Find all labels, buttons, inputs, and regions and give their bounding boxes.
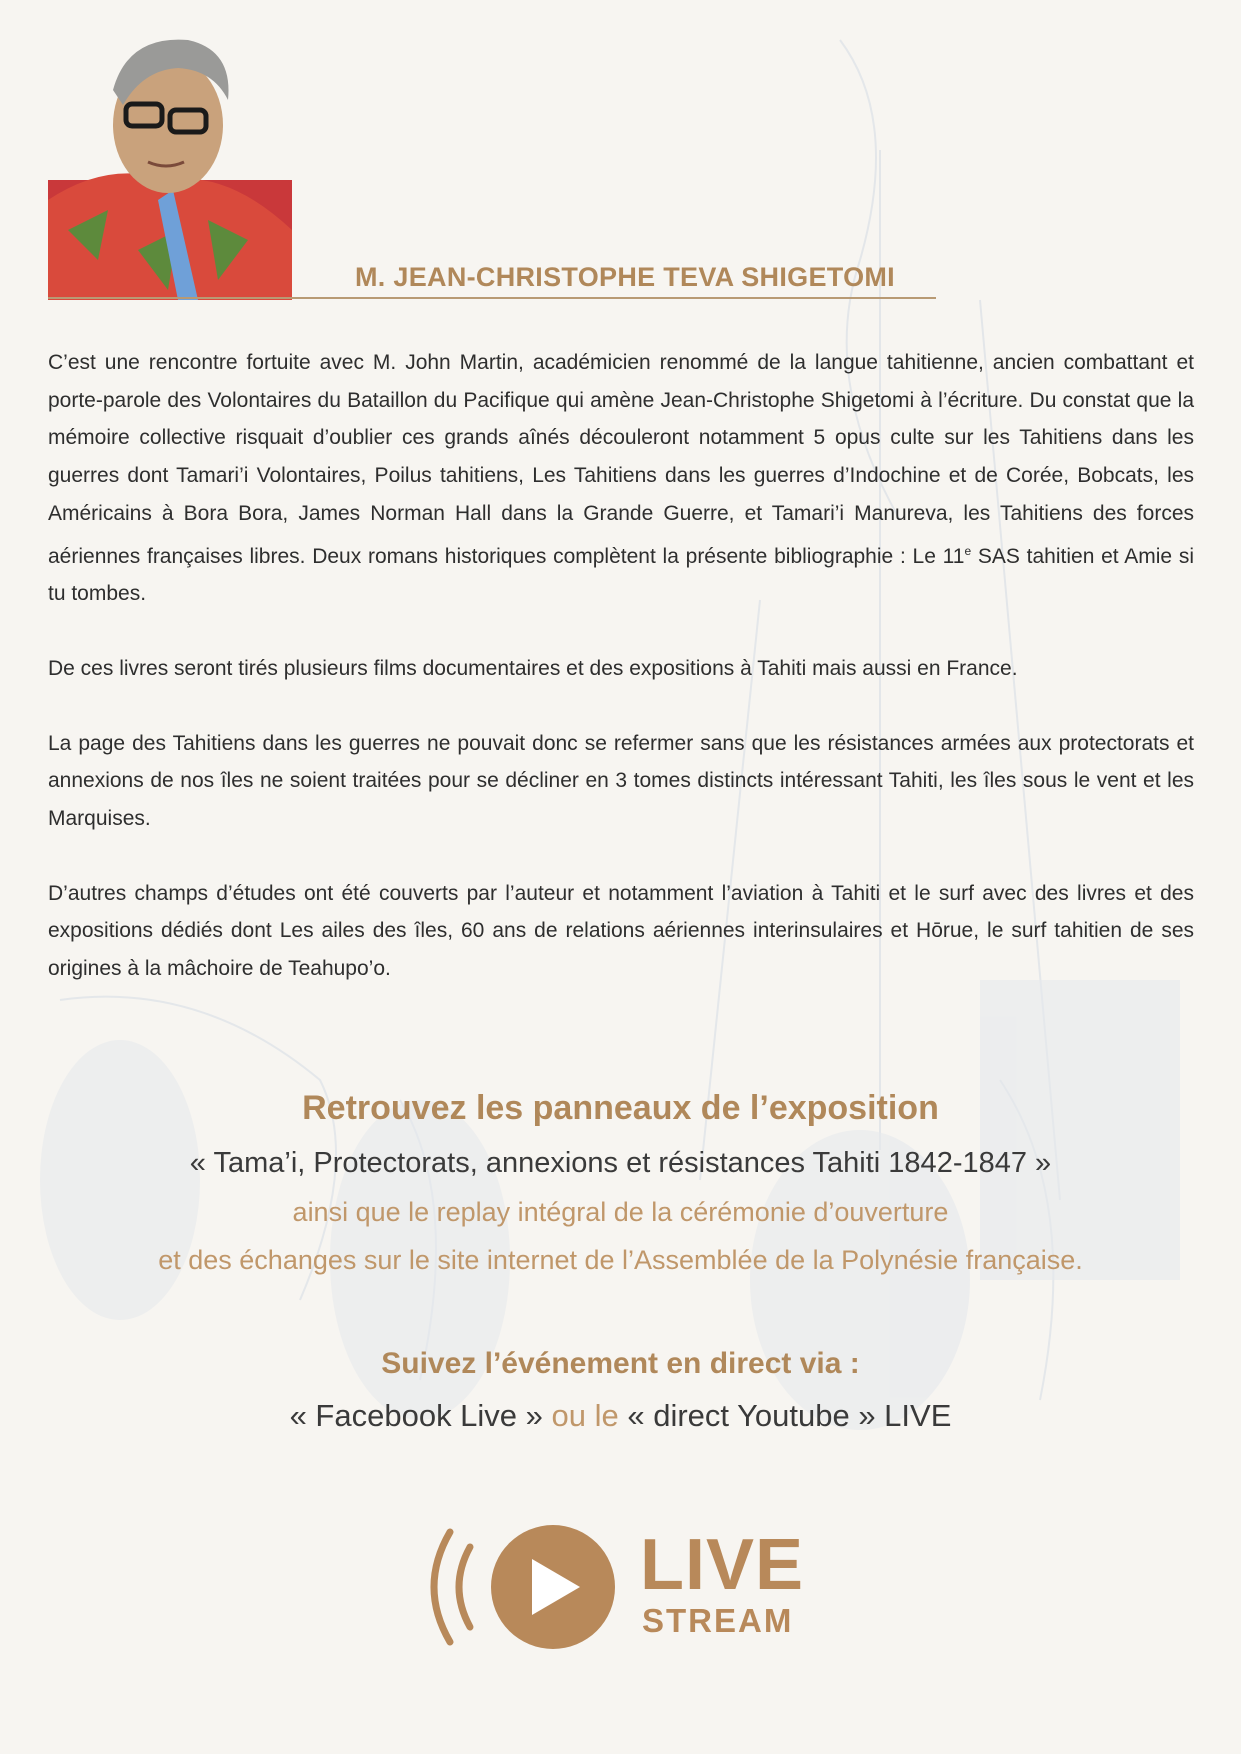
live-stream-wordmark [640, 1527, 804, 1639]
bio-text: SAS tahitien et Amie si tu tombes. [48, 544, 1194, 606]
connector-text: ou le [542, 1398, 628, 1433]
bio-text: C’est une rencontre fortuite avec M. John Martin, académicien renommé de la langue tahitienne, ancien combattant et porte-parole des Volontaires du Bataillon du Pacifique qui amène Jean-Christophe Shigetomi à l’écriture. Du constat que la mémoire collective risquait d’oublier ces grands aînés découleront notamment 5 opus culte sur les Tahitiens dans les guerres dont Tamari’i Volontaires, Poilus tahitiens, Les Tahitiens dans les guerres d’Indochine et de Corée, Bobcats, les Américains à Bora Bora, James Norman Hall dans la Grande Guerre, et Tamari’i Manureva, les Tahitiens des forces aériennes françaises libres. Deux romans historiques complètent la présente bibliographie : Le 11 [48, 351, 1194, 568]
bio-paragraph-3: La page des Tahitiens dans les guerres ne pouvait donc se refermer sans que les résistances armées aux protectorats et annexions de nos îles ne soient traitées pour se décliner en 3 tomes distincts intéressant Tahiti, les îles sous le vent et les Marquises. [48, 731, 1194, 831]
author-portrait [48, 30, 292, 300]
bio-paragraph-4: D’autres champs d’études ont été couverts par l’auteur et notamment l’aviation à Tahiti et le surf avec des livres et des expositions dédiés dont Les ailes des îles, 60 ans de relations aériennes interinsulaires et Hōrue, le surf tahitien de ses origines à la mâchoire de Teahupo’o. [48, 881, 1194, 981]
ordinal-suffix: e [964, 543, 972, 558]
author-name: M. JEAN-CHRISTOPHE TEVA SHIGETOMI [355, 262, 895, 292]
follow-heading: Suivez l’événement en direct via : [381, 1347, 860, 1380]
facebook-live-link[interactable]: « Facebook Live » [289, 1398, 543, 1433]
author-biography [48, 344, 1194, 1025]
live-word: LIVE [640, 1525, 805, 1605]
website-line: et des échanges sur le site internet de l’Assemblée de la Polynésie française. [158, 1245, 1083, 1275]
broadcast-waves-icon [434, 1532, 470, 1642]
exhibition-heading: Retrouvez les panneaux de l’exposition [302, 1089, 939, 1127]
replay-line: ainsi que le replay intégral de la cérémonie d’ouverture [292, 1197, 949, 1227]
stream-word: STREAM [642, 1602, 794, 1639]
bio-paragraph-2: De ces livres seront tirés plusieurs films documentaires et des expositions à Tahiti mais aussi en France. [48, 656, 1018, 680]
title-underline [48, 297, 936, 299]
youtube-live-link[interactable]: « direct Youtube » LIVE [627, 1398, 952, 1433]
follow-channels [0, 1398, 1241, 1434]
exhibition-title: « Tama’i, Protectorats, annexions et résistances Tahiti 1842-1847 » [189, 1147, 1052, 1179]
bio-paragraph-1 [48, 344, 1194, 613]
